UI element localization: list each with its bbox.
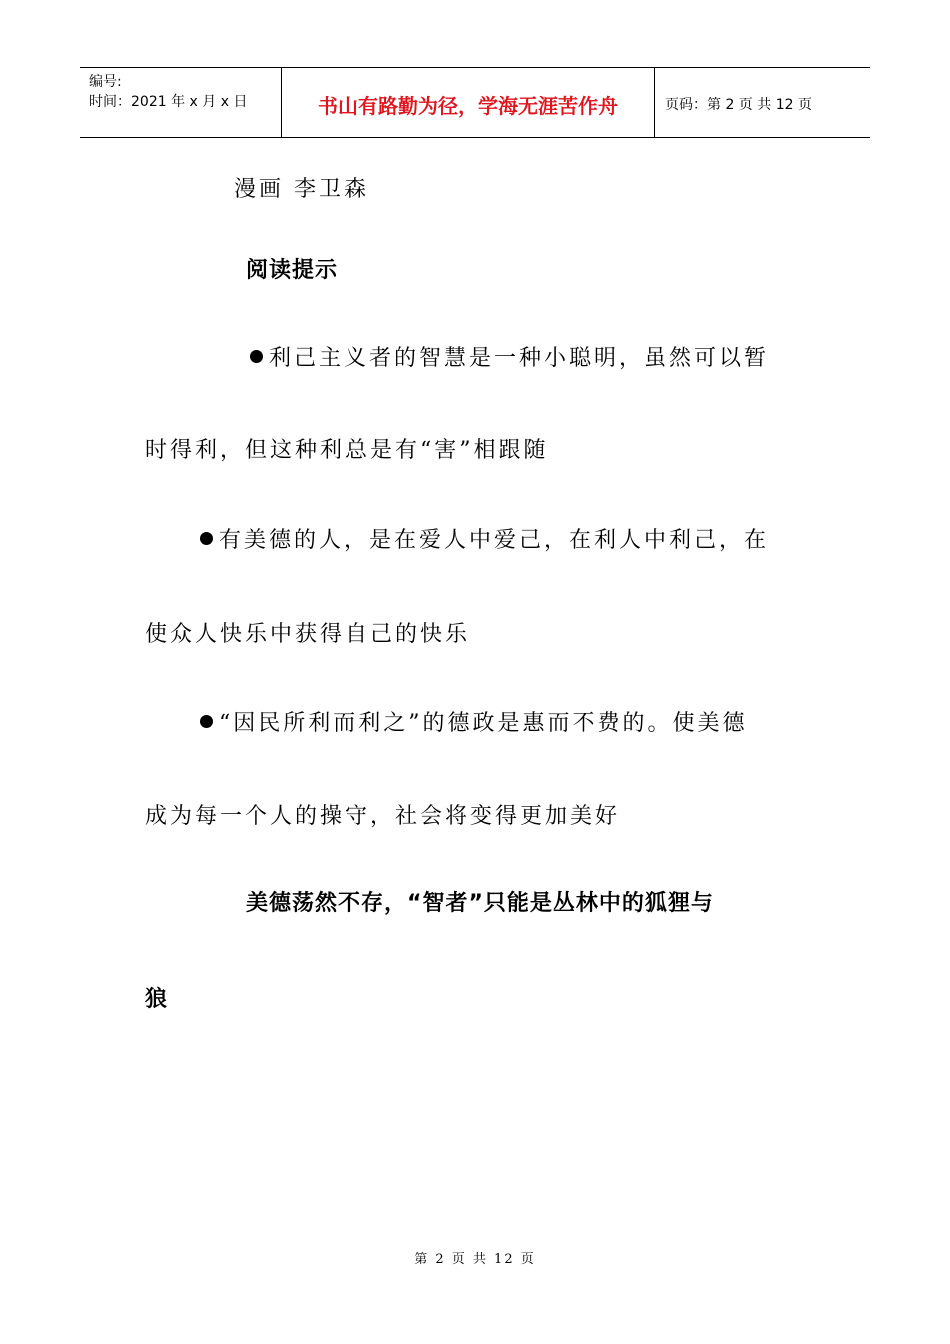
bullet-3-text: “因民所利而利之”的德政是惠而不费的。使美德 [219, 711, 748, 736]
bullet-1-line-2: 时得利，但这种利总是有“害”相跟随 [145, 438, 549, 463]
bullet-2-line-2: 使众人快乐中获得自己的快乐 [145, 622, 471, 647]
header-page-cell [655, 68, 870, 137]
heading-line-1: 美德荡然不存，“智者”只能是丛林中的狐狸与 [246, 891, 714, 916]
bullet-icon [250, 350, 263, 363]
header-page-info: 页码：第 2 页 共 12 页 [665, 97, 812, 113]
page-footer: 第 2 页 共 12 页 [414, 1252, 536, 1267]
header-motto: 书山有路勤为径，学海无涯苦作舟 [318, 94, 618, 118]
bullet-1-line-1 [250, 341, 769, 372]
header-motto-cell [282, 68, 655, 137]
date-label: 时间：2021 年 x 月 x 日 [89, 94, 248, 110]
bullet-3-line-2: 成为每一个人的操守，社会将变得更加美好 [145, 804, 621, 829]
heading-line-2: 狼 [145, 987, 169, 1012]
bullet-2-line-1 [200, 523, 769, 554]
bullet-3-line-1 [200, 706, 748, 737]
bullet-icon [200, 715, 213, 728]
bullet-icon [200, 532, 213, 545]
bullet-2-text: 有美德的人，是在爱人中爱己，在利人中利己，在 [219, 528, 770, 553]
document-header [80, 67, 870, 138]
section-title: 阅读提示 [246, 258, 339, 283]
number-label: 编号: [89, 74, 122, 90]
bullet-1-text: 利己主义者的智慧是一种小聪明，虽然可以暂 [269, 346, 770, 371]
header-meta-cell [80, 68, 282, 137]
comic-credit: 漫画 李卫森 [234, 177, 369, 202]
